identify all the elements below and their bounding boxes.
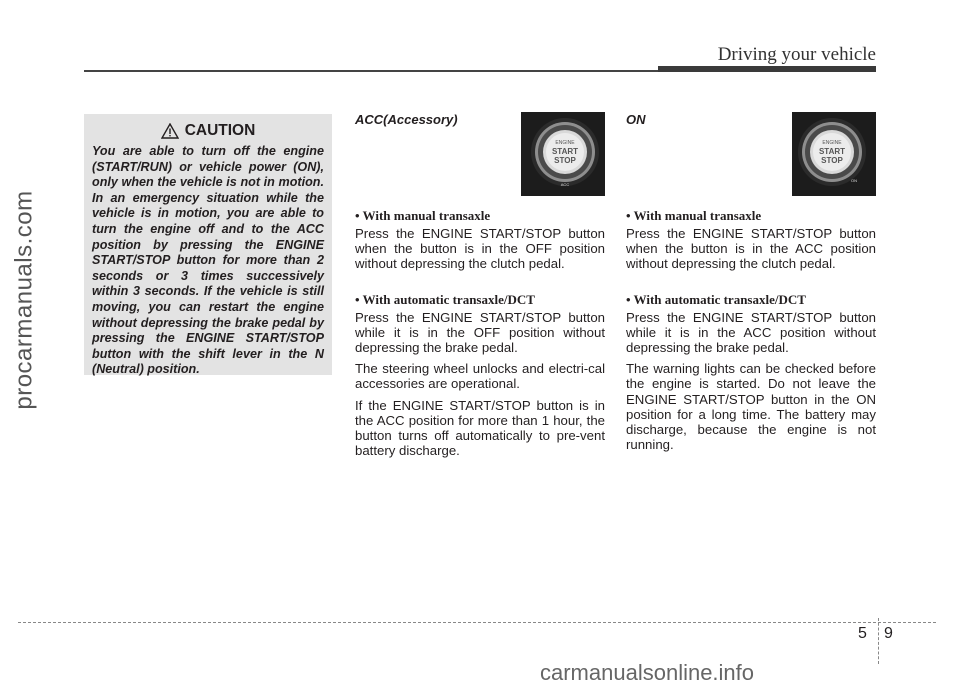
- on-button-label-1: ENGINE: [822, 140, 842, 146]
- acc-button-label-1: ENGINE: [555, 140, 575, 146]
- on-section: [626, 112, 878, 453]
- caution-heading-text: CAUTION: [184, 122, 256, 139]
- acc-auto-heading: • With automatic transaxle/DCT: [355, 291, 535, 307]
- acc-auto-text-2: The steering wheel unlocks and electri-cal accessories are operational.: [355, 361, 605, 392]
- on-auto-text-2: The warning lights can be checked before the engine is started. Do not leave the ENGINE START/STOP button in the ON position for a long time. The battery may discharge, because the engine is not running.: [626, 361, 876, 453]
- on-section-title: ON: [626, 112, 646, 127]
- on-auto-heading: • With automatic transaxle/DCT: [626, 291, 806, 307]
- on-manual-heading: • With manual transaxle: [626, 208, 762, 223]
- on-button-label-2: START: [818, 147, 846, 156]
- header-rule-accent: [658, 66, 876, 72]
- caution-heading: [92, 122, 324, 140]
- on-button-label-3: STOP: [821, 156, 843, 165]
- acc-button-label-2: START: [551, 147, 579, 156]
- bottom-watermark: carmanualsonline.info: [540, 660, 755, 685]
- side-watermark-text: procarmanuals.com: [11, 190, 38, 410]
- on-manual-text: Press the ENGINE START/STOP button when the button is in the ACC position without depressing the clutch pedal.: [626, 226, 876, 272]
- acc-section: [355, 112, 607, 459]
- on-button-photo: [792, 112, 876, 196]
- caution-body: You are able to turn off the engine (START/RUN) or vehicle power (ON), only when the vehicle is not in motion. In an emergency situation while the vehicle is in motion, you are able to turn the engine off and to the ACC position by pressing the ENGINE START/STOP button for more than 2 seconds or 3 times successively within 3 seconds. If the vehicle is still moving, you can restart the engine without depressing the brake pedal by pressing the ENGINE START/STOP button with the shift lever in the N (Neutral) position.: [92, 144, 324, 377]
- footer-divider: [878, 618, 879, 664]
- header-title: Driving your vehicle: [717, 44, 876, 65]
- caution-box: [84, 114, 332, 375]
- on-auto-text-1: Press the ENGINE START/STOP button while it is in the ACC position without depressing the brake pedal.: [626, 309, 876, 356]
- footer-rule: [18, 622, 936, 623]
- acc-button-photo: [521, 112, 605, 196]
- page-number: 9: [884, 625, 893, 642]
- acc-manual-text: Press the ENGINE START/STOP button when the button is in the OFF position without depressing the clutch pedal.: [355, 226, 605, 272]
- warning-triangle-icon: [161, 123, 179, 139]
- on-button-ring-text: ON: [851, 178, 857, 183]
- acc-button-ring-text: ACC: [560, 182, 570, 187]
- acc-manual-heading: • With manual transaxle: [355, 208, 491, 223]
- acc-button-label-3: STOP: [554, 156, 576, 165]
- acc-text-block: [355, 208, 605, 464]
- acc-section-title: ACC(Accessory): [355, 112, 458, 127]
- acc-auto-text-1: Press the ENGINE START/STOP button while it is in the OFF position without depressing the brake pedal.: [355, 309, 605, 356]
- acc-auto-text-3: If the ENGINE START/STOP button is in the ACC position for more than 1 hour, the button turns off automatically to pre-vent battery discharge.: [355, 397, 605, 459]
- chapter-number: 5: [858, 625, 867, 642]
- on-text-block: [626, 208, 876, 458]
- side-watermark: [8, 110, 42, 490]
- header-rule: [84, 70, 664, 72]
